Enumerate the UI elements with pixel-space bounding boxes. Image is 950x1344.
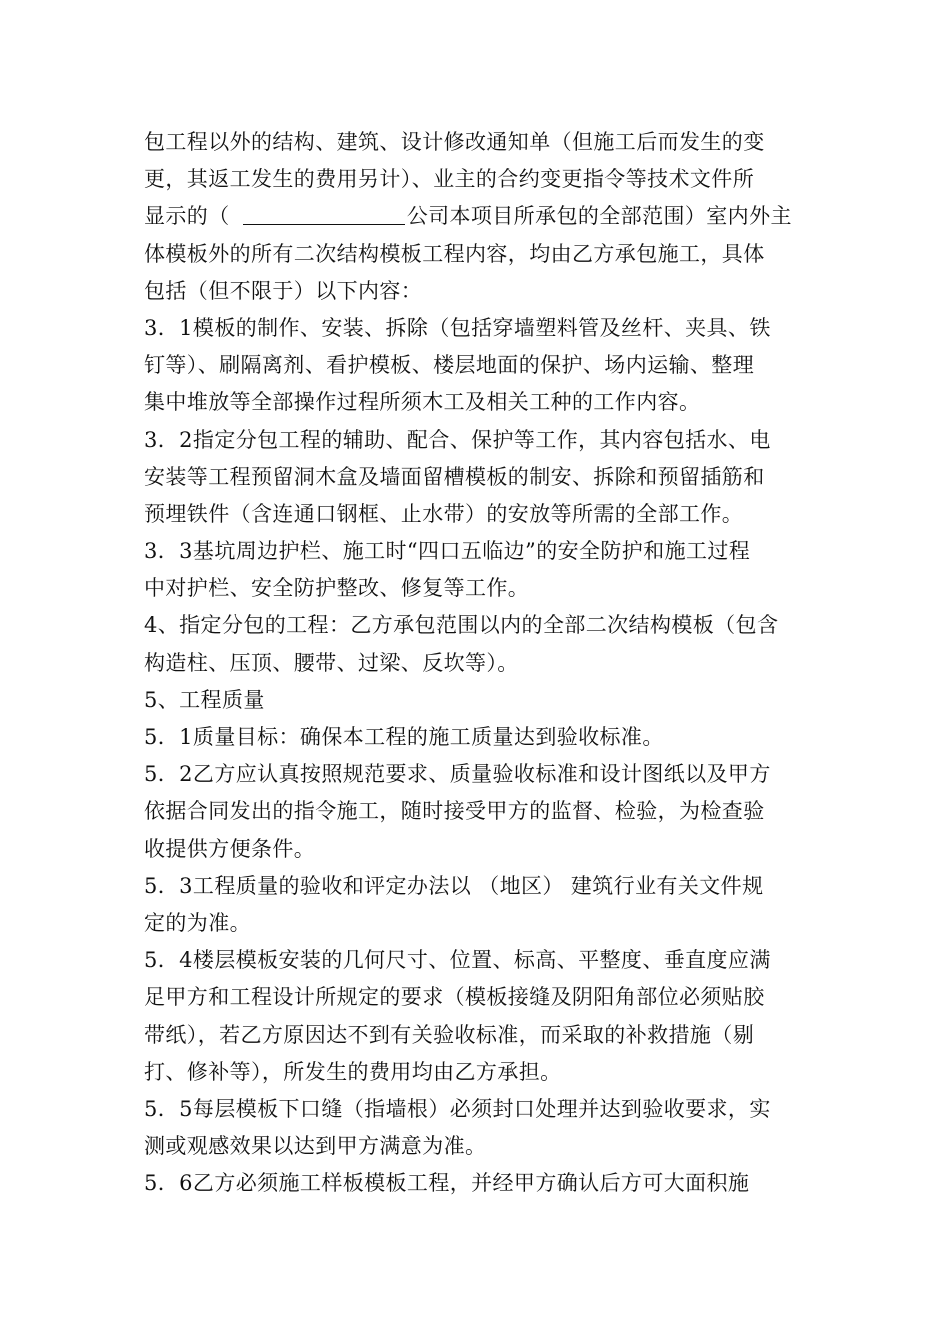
text-line: 打、修补等），所发生的费用均由乙方承担。 (144, 1059, 562, 1084)
text-line: 测或观感效果以达到甲方满意为准。 (144, 1134, 487, 1159)
text-line: 5．6乙方必须施工样板模板工程，并经甲方确认后方可大面积施 (144, 1171, 750, 1196)
text-line: 安装等工程预留洞木盒及墙面留槽模板的制安、拆除和预留插筋和 (144, 464, 765, 489)
fill-in-blank (243, 200, 405, 225)
text-line: 5．3工程质量的验收和评定办法以 （地区） 建筑行业有关文件规 (144, 873, 764, 898)
text-line: 3．2指定分包工程的辅助、配合、保护等工作，其内容包括水、电 (144, 427, 771, 452)
text-line: 构造柱、压顶、腰带、过梁、反坎等）。 (144, 650, 519, 675)
text-line: 3．1模板的制作、安装、拆除（包括穿墙塑料管及丝杆、夹具、铁 (144, 315, 771, 340)
text-line: 3．3基坑周边护栏、施工时“四口五临边”的安全防护和施工过程 (144, 539, 751, 564)
text-line: 中对护栏、安全防护整改、修复等工作。 (144, 576, 530, 601)
text-line: 预埋铁件（含连通口钢框、止水带）的安放等所需的全部工作。 (144, 501, 744, 526)
text-line: 带纸），若乙方原因达不到有关验收标准，而采取的补救措施（剔 (144, 1022, 755, 1047)
text-line: 4、指定分包的工程：乙方承包范围以内的全部二次结构模板（包含 (144, 613, 779, 638)
text-line: 足甲方和工程设计所规定的要求（模板接缝及阴阳角部位必须贴胶 (144, 985, 765, 1010)
text-line: 钉等）、刷隔离剂、看护模板、楼层地面的保护、场内运输、整理 (144, 353, 755, 378)
document-body (144, 124, 814, 1202)
text-line: 依据合同发出的指令施工，随时接受甲方的监督、检验，为检查验 (144, 799, 765, 824)
section-heading: 5、工程质量 (144, 687, 265, 712)
text-line: 体模板外的所有二次结构模板工程内容，均由乙方承包施工，具体 (144, 241, 765, 266)
text-segment: 公司本项目所承包的全部范围）室内外主 (406, 204, 792, 229)
text-line: 5．1质量目标：确保本工程的施工质量达到验收标准。 (144, 725, 664, 749)
text-segment: 显示的（ (144, 204, 237, 229)
text-line: 5．2乙方应认真按照规范要求、质量验收标准和设计图纸以及甲方 (144, 762, 771, 787)
text-line: 5．5每层模板下口缝（指墙根）必须封口处理并达到验收要求，实 (144, 1096, 771, 1121)
text-line: 5．4楼层模板安装的几何尺寸、位置、标高、平整度、垂直度应满 (144, 948, 771, 973)
text-line-with-blank (144, 198, 814, 235)
text-line: 定的为准。 (144, 910, 251, 935)
text-line: 收提供方便条件。 (144, 836, 316, 861)
text-line: 包括（但不限于）以下内容： (144, 278, 423, 303)
text-line: 集中堆放等全部操作过程所须木工及相关工种的工作内容。 (144, 390, 701, 415)
text-line: 包工程以外的结构、建筑、设计修改通知单（但施工后而发生的变 (144, 130, 765, 154)
text-line: 更，其返工发生的费用另计）、业主的合约变更指令等技术文件所 (144, 167, 755, 192)
